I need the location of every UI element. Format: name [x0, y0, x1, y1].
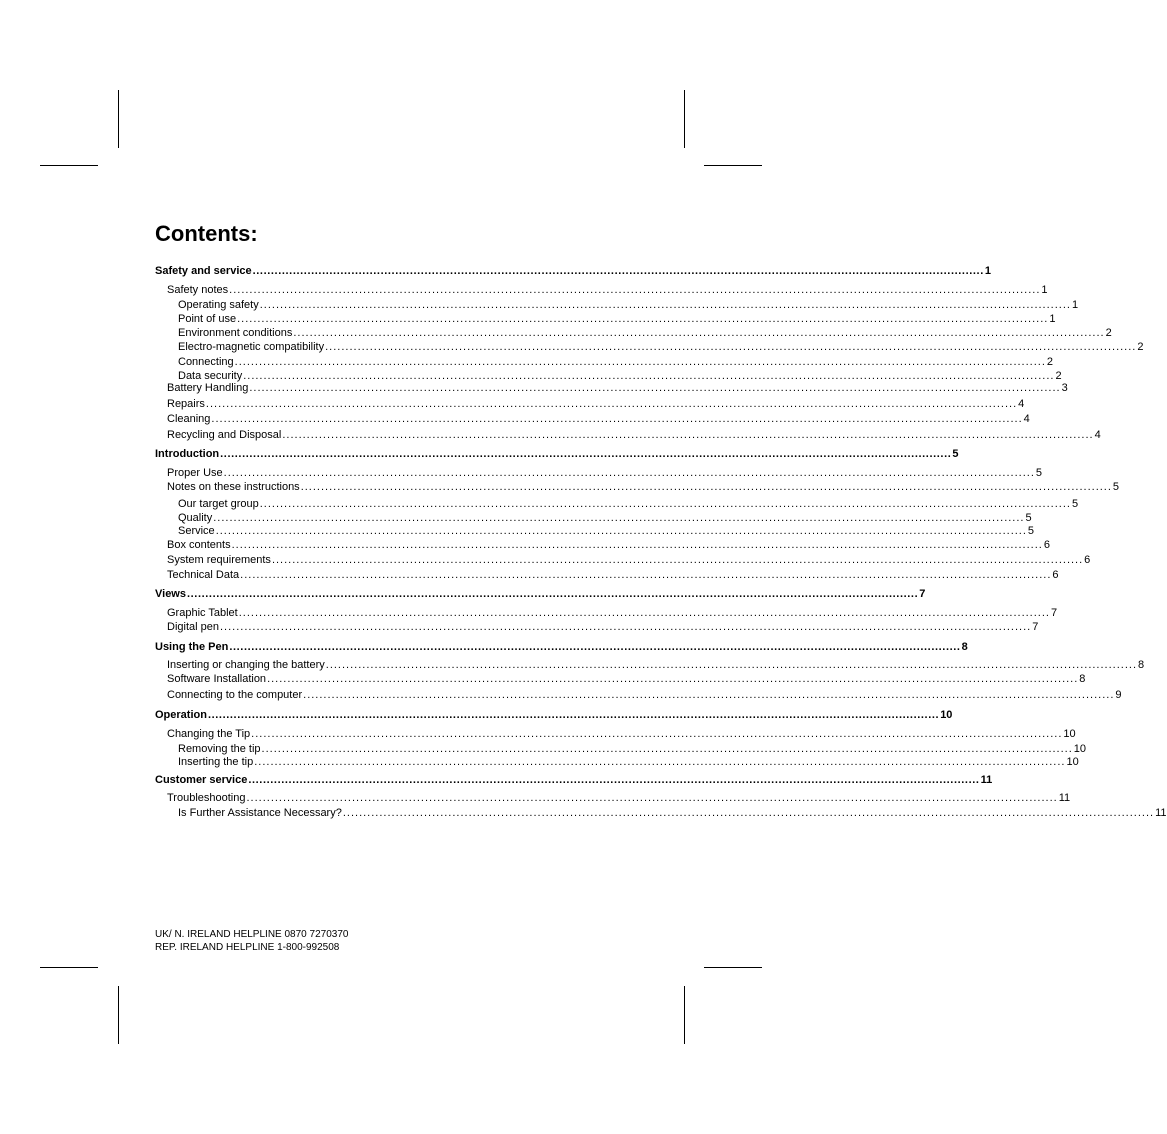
toc-entry-leader: ........................................................................................................................................................................................................: [259, 299, 1071, 311]
toc-entry-label: Connecting: [178, 356, 234, 368]
toc-entry-leader: ........................................................................................................................................................................................................: [248, 774, 980, 786]
toc-entry: [155, 264, 991, 278]
toc-entry-page: 6: [1052, 569, 1059, 581]
toc-entry-leader: ........................................................................................................................................................................................................: [303, 689, 1115, 701]
toc-entry-page: 6: [1043, 539, 1050, 551]
toc-entry-label: Inserting or changing the battery: [167, 659, 325, 671]
toc-entry: [178, 326, 1112, 340]
toc-entry-page: 4: [1018, 398, 1025, 410]
footer-helpline-ireland: REP. IRELAND HELPLINE 1-800-992508: [155, 942, 340, 953]
toc-entry: [178, 355, 1054, 369]
toc-entry: [167, 727, 1076, 741]
toc-entry-label: System requirements: [167, 554, 271, 566]
toc-entry: [167, 620, 1039, 634]
toc-entry-leader: ........................................................................................................................................................................................................: [252, 265, 984, 277]
toc-entry-leader: ........................................................................................................................................................................................................: [207, 709, 940, 721]
toc-entry-leader: ........................................................................................................................................................................................................: [234, 356, 1046, 368]
toc-entry-page: 4: [1023, 413, 1030, 425]
toc-entry-leader: ........................................................................................................................................................................................................: [261, 743, 1073, 755]
toc-entry-label: Customer service: [155, 774, 248, 786]
toc-entry-page: 10: [1063, 728, 1076, 740]
toc-entry-leader: ........................................................................................................................................................................................................: [300, 481, 1112, 493]
toc-entry-label: Connecting to the computer: [167, 689, 303, 701]
toc-entry-leader: ........................................................................................................................................................................................................: [293, 327, 1105, 339]
toc-entry-label: Repairs: [167, 398, 205, 410]
toc-entry-label: Is Further Assistance Necessary?: [178, 807, 342, 819]
toc-entry: [167, 791, 1071, 805]
toc-entry-page: 2: [1137, 341, 1144, 353]
toc-entry-page: 1: [984, 265, 991, 277]
toc-entry-leader: ........................................................................................................................................................................................................: [249, 382, 1061, 394]
toc-entry-page: 7: [919, 588, 926, 600]
toc-entry: [178, 340, 1144, 354]
toc-entry-page: 7: [1032, 621, 1039, 633]
toc-entry: [167, 538, 1050, 552]
toc-entry-page: 1: [1049, 313, 1056, 325]
toc-entry-page: 11: [1155, 807, 1167, 819]
toc-entry-label: Inserting the tip: [178, 756, 254, 768]
toc-entry-leader: ........................................................................................................................................................................................................: [267, 673, 1079, 685]
toc-entry: [178, 524, 1035, 538]
toc-entry-label: Cleaning: [167, 413, 211, 425]
toc-entry-leader: ........................................................................................................................................................................................................: [205, 398, 1018, 410]
toc-entry: [178, 755, 1079, 769]
toc-entry-leader: ........................................................................................................................................................................................................: [251, 728, 1063, 740]
toc-entry: [178, 742, 1087, 756]
toc-entry-page: 5: [1027, 525, 1035, 537]
toc-entry-label: Troubleshooting: [167, 792, 246, 804]
toc-entry-label: Safety notes: [167, 284, 229, 296]
toc-entry-page: 8: [961, 641, 968, 653]
toc-entry-leader: ........................................................................................................................................................................................................: [231, 539, 1043, 551]
toc-entry: [167, 412, 1030, 426]
footer-helpline-uk: UK/ N. IRELAND HELPLINE 0870 7270370: [155, 929, 349, 940]
toc-entry-leader: ........................................................................................................................................................................................................: [223, 467, 1035, 479]
toc-entry-page: 10: [940, 709, 953, 721]
toc-entry-page: 5: [1035, 467, 1042, 479]
toc-entry-leader: ........................................................................................................................................................................................................: [220, 448, 952, 460]
toc-entry-label: Operating safety: [178, 299, 259, 311]
toc-entry: [178, 497, 1079, 511]
toc-entry-leader: ........................................................................................................................................................................................................: [271, 554, 1084, 566]
toc-entry-page: 9: [1115, 689, 1122, 701]
toc-entry-leader: ........................................................................................................................................................................................................: [246, 792, 1058, 804]
toc-entry-leader: ........................................................................................................................................................................................................: [215, 525, 1027, 537]
toc-entry-page: 10: [1073, 743, 1087, 755]
toc-entry-label: Data security: [178, 370, 243, 382]
toc-entry: [167, 606, 1058, 620]
toc-entry-label: Recycling and Disposal: [167, 429, 282, 441]
toc-entry-leader: ........................................................................................................................................................................................................: [213, 512, 1025, 524]
toc-entry-label: Removing the tip: [178, 743, 261, 755]
footer: [155, 928, 348, 954]
toc-entry-label: Notes on these instructions: [167, 481, 300, 493]
toc-entry-leader: ........................................................................................................................................................................................................: [243, 370, 1055, 382]
toc-entry: [155, 587, 926, 601]
toc-entry-leader: ........................................................................................................................................................................................................: [238, 607, 1050, 619]
toc-entry-page: 5: [1071, 498, 1079, 510]
toc-entry: [178, 806, 1167, 820]
toc-entry-leader: ........................................................................................................................................................................................................: [240, 569, 1052, 581]
toc-entry-label: Point of use: [178, 313, 237, 325]
toc-entry-leader: ........................................................................................................................................................................................................: [187, 588, 919, 600]
toc-entry: [178, 298, 1079, 312]
toc-entry-leader: ........................................................................................................................................................................................................: [237, 313, 1049, 325]
toc-entry-page: 11: [980, 774, 993, 786]
toc-entry-page: 3: [1061, 382, 1068, 394]
toc-entry-label: Proper Use: [167, 467, 223, 479]
toc-entry-leader: ........................................................................................................................................................................................................: [219, 621, 1032, 633]
toc-entry-leader: ........................................................................................................................................................................................................: [229, 284, 1041, 296]
toc-entry: [178, 511, 1032, 525]
toc-entry-label: Digital pen: [167, 621, 219, 633]
toc-entry: [167, 658, 1145, 672]
page-title: Contents:: [155, 221, 258, 246]
toc-entry-label: Our target group: [178, 498, 259, 510]
toc-entry-page: 8: [1079, 673, 1086, 685]
toc-entry-leader: ........................................................................................................................................................................................................: [229, 641, 961, 653]
toc-entry-label: Technical Data: [167, 569, 240, 581]
toc-entry: [167, 466, 1042, 480]
toc-entry-page: 2: [1055, 370, 1062, 382]
toc-entry: [155, 708, 953, 722]
toc-entry: [155, 640, 968, 654]
toc-entry-leader: ........................................................................................................................................................................................................: [254, 756, 1066, 768]
toc-entry-page: 5: [952, 448, 959, 460]
toc-entry-label: Using the Pen: [155, 641, 229, 653]
toc-entry: [167, 283, 1048, 297]
toc-entry-page: 7: [1050, 607, 1058, 619]
toc-entry: [167, 480, 1120, 494]
toc-entry-leader: ........................................................................................................................................................................................................: [325, 659, 1137, 671]
toc-entry-label: Safety and service: [155, 265, 252, 277]
toc-entry: [178, 312, 1056, 326]
toc-entry-label: Electro-magnetic compatibility: [178, 341, 325, 353]
toc-entry-leader: ........................................................................................................................................................................................................: [342, 807, 1155, 819]
toc-entry-leader: ........................................................................................................................................................................................................: [259, 498, 1071, 510]
toc-entry-label: Quality: [178, 512, 213, 524]
toc-entry-label: Battery Handling: [167, 382, 249, 394]
toc-entry-label: Operation: [155, 709, 207, 721]
toc-entry-label: Views: [155, 588, 186, 600]
toc-entry-label: Service: [178, 525, 215, 537]
toc-entry-label: Changing the Tip: [167, 728, 251, 740]
toc-entry: [167, 553, 1091, 567]
toc-entry-label: Software Installation: [167, 673, 267, 685]
toc-entry-page: 5: [1112, 481, 1120, 493]
toc-entry: [167, 688, 1122, 702]
toc-entry-page: 5: [1025, 512, 1032, 524]
toc-entry-page: 8: [1138, 659, 1145, 671]
toc-entry-leader: ........................................................................................................................................................................................................: [325, 341, 1137, 353]
toc-entry-page: 6: [1084, 554, 1091, 566]
toc-entry: [155, 773, 993, 787]
toc-entry-page: 2: [1105, 327, 1112, 339]
toc-entry: [167, 568, 1059, 582]
toc-entry-page: 1: [1071, 299, 1079, 311]
toc-entry: [167, 381, 1068, 395]
toc-entry: [167, 397, 1025, 411]
toc-entry-page: 11: [1058, 792, 1071, 804]
toc-entry-page: 10: [1066, 756, 1079, 768]
toc-entry-page: 4: [1094, 429, 1101, 441]
toc-entry-page: 1: [1041, 284, 1048, 296]
toc-entry-label: Introduction: [155, 448, 220, 460]
toc-entry-label: Graphic Tablet: [167, 607, 238, 619]
toc-entry-leader: ........................................................................................................................................................................................................: [282, 429, 1094, 441]
toc-entry: [155, 447, 959, 461]
toc-entry-page: 2: [1046, 356, 1054, 368]
toc-entry: [167, 672, 1086, 686]
toc-entry: [167, 428, 1101, 442]
toc-entry-label: Box contents: [167, 539, 231, 551]
toc-entry-leader: ........................................................................................................................................................................................................: [211, 413, 1023, 425]
toc-entry-label: Environment conditions: [178, 327, 293, 339]
